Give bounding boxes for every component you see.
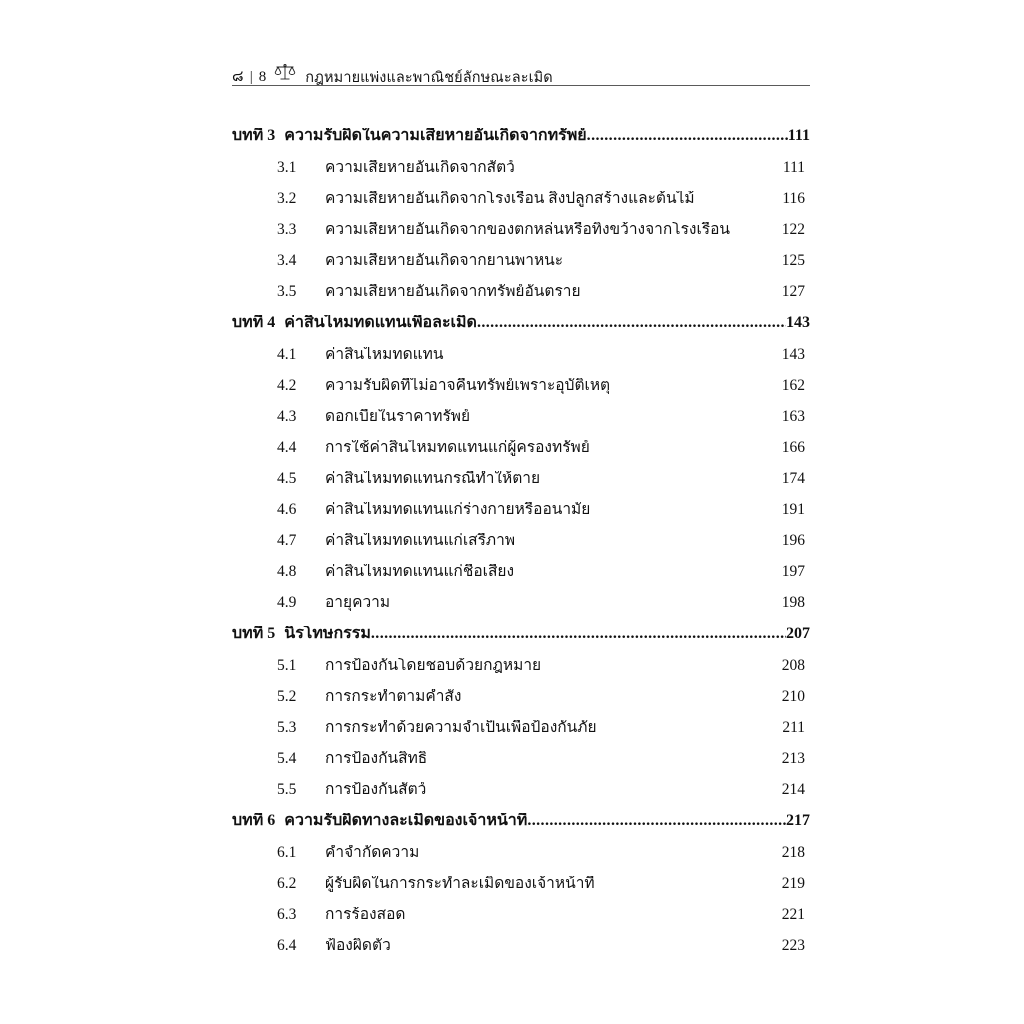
toc-entry-number: 5.5 <box>277 781 297 798</box>
toc-entry-page: 221 <box>781 906 805 923</box>
toc-entry-row[interactable] <box>232 471 810 502</box>
toc-entry-title: ค่าสินไหมทดแทนแก่ร่างกายหรืออนามัย <box>325 502 591 518</box>
toc-entry-title: การป้องกันสัตว์ <box>325 782 427 798</box>
toc-chapter-title: ความรับผิดทางละเมิดของเจ้าหน้าที่ <box>284 813 528 829</box>
toc-entry-number: 4.8 <box>277 563 297 580</box>
toc-entry-number: 4.1 <box>277 346 297 363</box>
toc-entry-number: 5.3 <box>277 719 297 736</box>
toc-chapter-label: บทที่ 6 <box>232 813 276 829</box>
toc-entry-number: 4.6 <box>277 501 297 518</box>
toc-entry-row[interactable] <box>232 347 810 378</box>
toc-chapter-label: บทที่ 3 <box>232 128 276 144</box>
toc-entry-row[interactable] <box>232 502 810 533</box>
toc-entry-title: การกระทำตามคำสั่ง <box>325 689 462 705</box>
dot-leader <box>371 626 786 642</box>
toc-chapter-page: 143 <box>786 315 810 331</box>
toc-chapter-page: 207 <box>786 626 810 642</box>
toc-entry-page: 166 <box>781 439 805 456</box>
toc-entry-page: 211 <box>782 719 805 736</box>
toc-entry-title: ความเสียหายอันเกิดจากทรัพย์อันตราย <box>325 284 581 300</box>
toc-entry-title: การป้องกันสิทธิ <box>325 751 428 767</box>
toc-entry-page: 208 <box>781 657 805 674</box>
toc-entry-title: การป้องกันโดยชอบด้วยกฎหมาย <box>325 658 542 674</box>
toc-entry-row[interactable] <box>232 533 810 564</box>
toc-entry-number: 4.4 <box>277 439 297 456</box>
toc-entry-page: 219 <box>781 875 805 892</box>
toc-entry-row[interactable] <box>232 720 810 751</box>
toc-entry-number: 3.4 <box>277 252 297 269</box>
toc-entry-page: 197 <box>781 563 805 580</box>
toc-entry-number: 4.2 <box>277 377 297 394</box>
toc-entry-page: 191 <box>781 501 805 518</box>
toc-entry-title: ความเสียหายอันเกิดจากสัตว์ <box>325 160 515 176</box>
toc-entry-number: 5.2 <box>277 688 297 705</box>
toc-entry-row[interactable] <box>232 378 810 409</box>
toc-entry-title: ฟ้องผิดตัว <box>325 938 391 954</box>
toc-entry-number: 4.5 <box>277 470 297 487</box>
toc-entry-row[interactable] <box>232 595 810 626</box>
table-of-contents <box>232 128 810 969</box>
toc-entry-row[interactable] <box>232 845 810 876</box>
toc-entry-title: ค่าสินไหมทดแทนแก่เสรีภาพ <box>325 533 516 549</box>
header-divider <box>232 85 810 86</box>
toc-entry-row[interactable] <box>232 564 810 595</box>
toc-chapter-label: บทที่ 5 <box>232 626 276 642</box>
toc-entry-number: 6.3 <box>277 906 297 923</box>
toc-entry-title: การใช้ค่าสินไหมทดแทนแก่ผู้ครองทรัพย์ <box>325 440 590 456</box>
toc-entry-title: การกระทำด้วยความจำเป็นเพื่อป้องกันภัย <box>325 720 597 736</box>
toc-entry-page: 218 <box>781 844 805 861</box>
toc-entry-number: 6.1 <box>277 844 297 861</box>
toc-chapter-row[interactable] <box>232 626 810 658</box>
toc-chapter-label: บทที่ 4 <box>232 315 276 331</box>
toc-entry-page: 127 <box>781 283 805 300</box>
toc-entry-title: ความเสียหายอันเกิดจากของตกหล่นหรือทิ้งขว้างจากโรงเรือน <box>325 222 731 238</box>
folio-arabic: 8 <box>258 69 267 85</box>
toc-entry-page: 116 <box>782 190 805 207</box>
toc-entry-title: ค่าสินไหมทดแทนแก่ชื่อเสียง <box>325 564 515 580</box>
toc-entry-row[interactable] <box>232 440 810 471</box>
toc-entry-row[interactable] <box>232 160 810 191</box>
toc-entry-title: ดอกเบี้ยในราคาทรัพย์ <box>325 409 471 425</box>
toc-entry-title: ความรับผิดที่ไม่อาจคืนทรัพย์เพราะอุบัติเหตุ <box>325 378 611 394</box>
toc-entry-page: 162 <box>781 377 805 394</box>
toc-entry-number: 4.9 <box>277 594 297 611</box>
toc-chapter-row[interactable] <box>232 315 810 347</box>
toc-chapter-row[interactable] <box>232 128 810 160</box>
toc-entry-title: ความเสียหายอันเกิดจากยานพาหนะ <box>325 253 564 269</box>
dot-leader <box>587 128 788 144</box>
toc-chapter-page: 111 <box>787 128 810 144</box>
toc-entry-number: 3.2 <box>277 190 297 207</box>
toc-entry-row[interactable] <box>232 409 810 440</box>
toc-entry-number: 5.4 <box>277 750 297 767</box>
toc-entry-number: 3.3 <box>277 221 297 238</box>
toc-entry-row[interactable] <box>232 689 810 720</box>
toc-entry-number: 3.5 <box>277 283 297 300</box>
toc-entry-number: 5.1 <box>277 657 297 674</box>
toc-entry-number: 6.4 <box>277 937 297 954</box>
toc-entry-row[interactable] <box>232 876 810 907</box>
toc-entry-number: 4.3 <box>277 408 297 425</box>
toc-entry-page: 143 <box>781 346 805 363</box>
toc-entry-number: 4.7 <box>277 532 297 549</box>
toc-entry-page: 196 <box>781 532 805 549</box>
toc-chapter-row[interactable] <box>232 813 810 845</box>
folio-separator: | <box>249 69 253 85</box>
running-header <box>232 55 820 85</box>
toc-chapter-title: ความรับผิดในความเสียหายอันเกิดจากทรัพย์ <box>284 128 587 144</box>
toc-chapter-page: 217 <box>786 813 810 829</box>
toc-entry-page: 210 <box>781 688 805 705</box>
toc-chapter-title: นิรโทษกรรม <box>284 626 371 642</box>
toc-entry-page: 122 <box>781 221 805 238</box>
dot-leader <box>527 813 786 829</box>
toc-entry-page: 214 <box>781 781 805 798</box>
book-title: กฎหมายแพ่งและพาณิชย์ลักษณะละเมิด <box>305 69 553 86</box>
toc-entry-number: 6.2 <box>277 875 297 892</box>
toc-entry-title: ค่าสินไหมทดแทน <box>325 347 444 363</box>
toc-entry-page: 223 <box>781 937 805 954</box>
dot-leader <box>477 315 786 331</box>
toc-entry-title: การร้องสอด <box>325 907 406 923</box>
toc-entry-page: 174 <box>781 470 805 487</box>
toc-entry-row[interactable] <box>232 191 810 222</box>
toc-entry-row[interactable] <box>232 253 810 284</box>
toc-entry-title: ผู้รับผิดในการกระทำละเมิดของเจ้าหน้าที่ <box>325 876 595 892</box>
toc-entry-row[interactable] <box>232 658 810 689</box>
toc-entry-row[interactable] <box>232 751 810 782</box>
toc-entry-title: ความเสียหายอันเกิดจากโรงเรือน สิ่งปลูกสร้างและต้นไม้ <box>325 191 695 207</box>
toc-chapter-title: ค่าสินไหมทดแทนเพื่อละเมิด <box>284 315 477 331</box>
folio-thai: ๘ <box>232 69 244 85</box>
toc-entry-title: คำจำกัดความ <box>325 845 420 861</box>
toc-entry-page: 111 <box>782 159 805 176</box>
toc-entry-title: ค่าสินไหมทดแทนกรณีทำให้ตาย <box>325 471 541 487</box>
toc-entry-row[interactable] <box>232 284 810 315</box>
toc-entry-row[interactable] <box>232 907 810 938</box>
toc-entry-page: 163 <box>781 408 805 425</box>
toc-entry-page: 125 <box>781 252 805 269</box>
toc-entry-title: อายุความ <box>325 595 391 611</box>
toc-entry-page: 213 <box>781 750 805 767</box>
toc-entry-page: 198 <box>781 594 805 611</box>
toc-entry-row[interactable] <box>232 938 810 969</box>
toc-entry-row[interactable] <box>232 222 810 253</box>
toc-entry-number: 3.1 <box>277 159 297 176</box>
toc-entry-row[interactable] <box>232 782 810 813</box>
balance-scales-icon <box>274 63 296 86</box>
